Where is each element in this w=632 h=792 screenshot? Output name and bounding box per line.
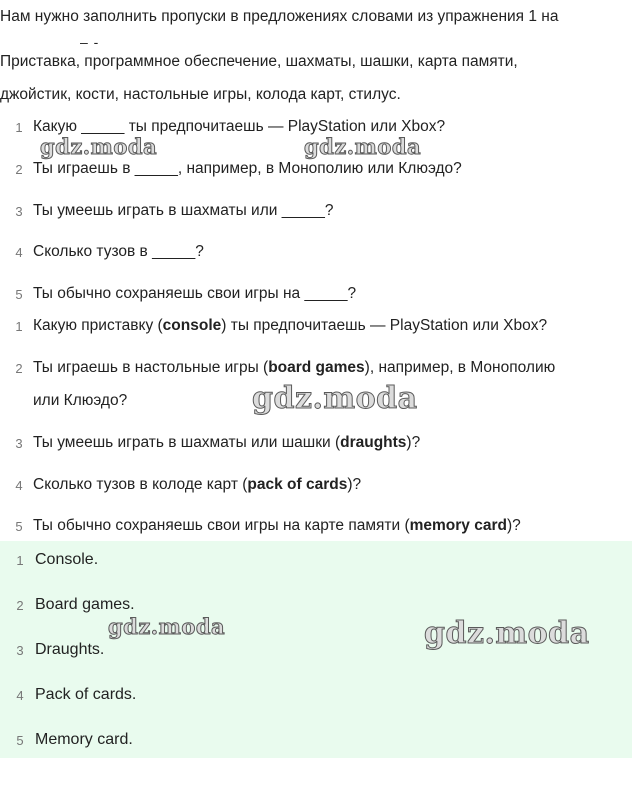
filled-number: 2 [15, 361, 23, 376]
question-number: 1 [15, 120, 23, 135]
answer-word: console [162, 317, 222, 334]
question-number: 4 [15, 245, 23, 260]
answer-number: 1 [16, 553, 24, 568]
answer-text: Draughts. [35, 641, 105, 658]
intro-line-2: Приставка, программное обеспечение, шахматы, шашки, карта памяти, [0, 53, 518, 70]
watermark: gdz.moda [252, 381, 418, 416]
watermark: gdz.moda [40, 134, 158, 159]
answer-text: Console. [35, 551, 99, 568]
filled-text: Сколько тузов в колоде карт (pack of cards)? [33, 476, 362, 493]
answer-number: 2 [16, 598, 24, 613]
filled-text: Какую приставку (console) ты предпочитаешь — PlayStation или Xbox? [33, 317, 548, 334]
answer-number: 4 [16, 688, 24, 703]
answer-text: Memory card. [35, 731, 133, 748]
intro-line-3: джойстик, кости, настольные игры, колода карт, стилус. [0, 86, 401, 103]
question-text: Ты обычно сохраняешь свои игры на _____? [33, 285, 357, 302]
answer-number: 3 [16, 643, 24, 658]
filled-number: 4 [15, 478, 23, 493]
question-number: 3 [15, 204, 23, 219]
filled-text: Ты умеешь играть в шахматы или шашки (draughts)? [33, 434, 421, 451]
watermark: gdz.moda [108, 614, 226, 639]
answer-word: draughts [340, 434, 407, 451]
answer-number: 5 [16, 733, 24, 748]
answer-word: pack of cards [247, 476, 348, 493]
answer-word: board games [268, 359, 365, 376]
filled-text: Ты играешь в настольные игры (board games), например, в Монополию [33, 359, 556, 376]
question-number: 2 [15, 162, 23, 177]
filled-number: 3 [15, 436, 23, 451]
intro-dash: – - [80, 34, 100, 50]
watermark: gdz.moda [304, 134, 422, 159]
question-number: 5 [15, 287, 23, 302]
question-text: Какую _____ ты предпочитаешь — PlayStation или Xbox? [33, 118, 446, 135]
answers-block [0, 541, 632, 758]
watermark: gdz.moda [424, 616, 590, 651]
filled-text-line-2: или Клюэдо? [33, 392, 128, 409]
answer-text: Board games. [35, 596, 135, 613]
question-text: Сколько тузов в _____? [33, 243, 204, 260]
answer-word: memory card [409, 517, 507, 534]
question-text: Ты умеешь играть в шахматы или _____? [33, 202, 334, 219]
question-text: Ты играешь в _____, например, в Монополию или Клюэдо? [33, 160, 462, 177]
filled-number: 5 [15, 519, 23, 534]
answer-text: Pack of cards. [35, 686, 137, 703]
intro-line-1: Нам нужно заполнить пропуски в предложениях словами из упражнения 1 на [0, 8, 559, 25]
filled-text: Ты обычно сохраняешь свои игры на карте памяти (memory card)? [33, 517, 521, 534]
filled-number: 1 [15, 319, 23, 334]
